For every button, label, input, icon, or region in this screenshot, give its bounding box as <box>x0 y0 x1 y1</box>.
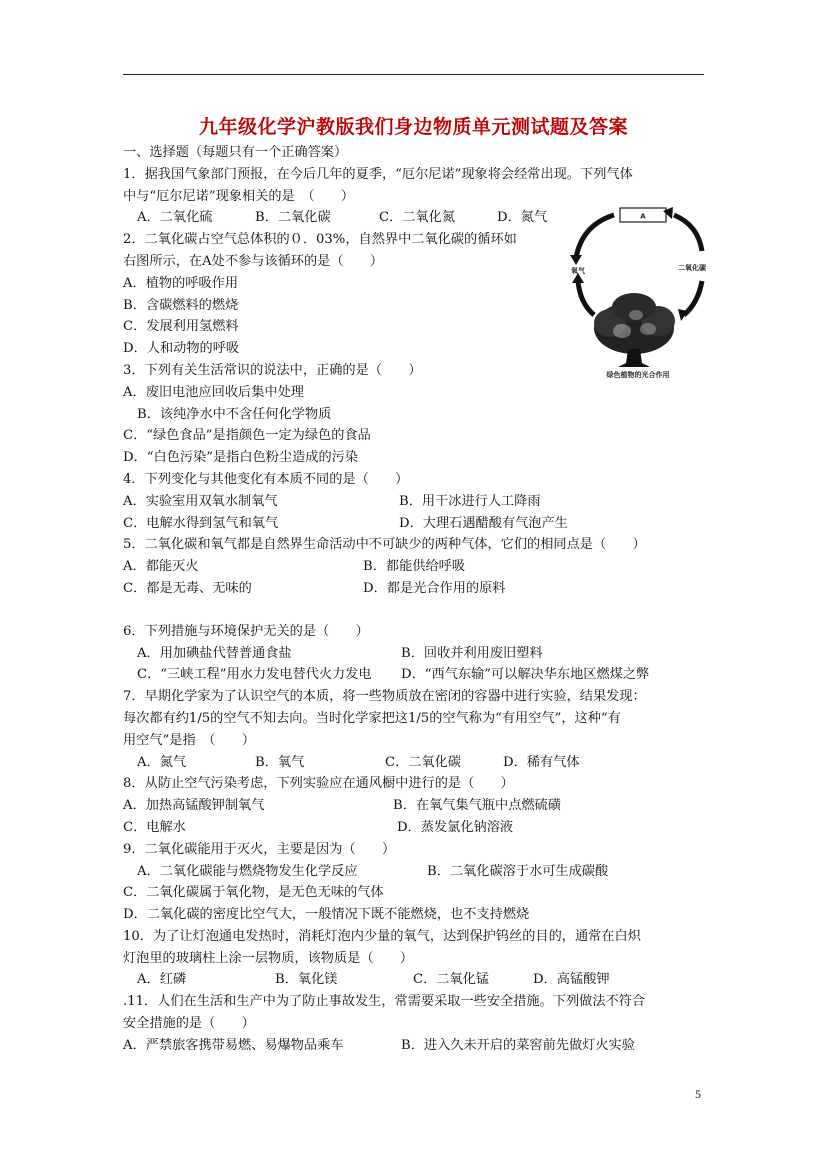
q1-option-c: C．二氧化氮 <box>379 210 456 226</box>
question-10: 10．为了让灯泡通电发热时，消耗灯泡内少量的氧气，达到保护钨丝的目的，通常在白炽 灯泡里的玻璃柱上涂一层物质，该物质是（ ） A．红磷 B．氧化镁 C．二氧化锰 D．高锰酸钾 <box>123 926 713 991</box>
q8-option-b: B．在氧气集气瓶中点燃硫磺 <box>393 798 561 814</box>
q2-option-d: D．人和动物的呼吸 <box>123 341 240 357</box>
question-9: 9．二氧化碳能用于灭火，主要是因为（ ） A．二氧化碳能与燃烧物发生化学反应 B．二氧化碳溶于水可生成碳酸 C．二氧化碳属于氧化物，是无色无味的气体 D．二氧化碳的密度比空气大，一般情况下既不能燃烧，也不支持燃烧 <box>123 839 713 926</box>
q6-option-d: D．“西气东输”可以解决华东地区燃煤之弊 <box>401 667 650 683</box>
q7-option-a: A．氮气 <box>137 754 187 770</box>
page-number: 5 <box>695 1087 701 1101</box>
q9-option-a: A．二氧化碳能与燃烧物发生化学反应 <box>137 863 358 879</box>
question-8: 8．从防止空气污染考虑，下列实验应在通风橱中进行的是（ ） A．加热高锰酸钾制氧气 B．在氧气集气瓶中点燃硫磺 C．电解水 D．蒸发氯化钠溶液 <box>123 773 713 838</box>
q3-option-a: A．废旧电池应回收后集中处理 <box>123 384 304 400</box>
q3-option-b: B．该纯净水中不含任何化学物质 <box>137 406 332 422</box>
figure-caption: 绿色植物的光合作用 <box>606 371 670 379</box>
q3-option-d: D．“白色污染”是指白色粉尘造成的污染 <box>123 450 359 466</box>
q4-option-d: D．大理石遇醋酸有气泡产生 <box>399 515 568 531</box>
q3-option-c: C．“绿色食品”是指颜色一定为绿色的食品 <box>123 428 371 444</box>
question-7: 7．早期化学家为了认识空气的本质，将一些物质放在密闭的容器中进行实验，结果发现： 每次都有约1/5的空气不知去向。当时化学家把这1/5的空气称为“有用空气”，这种“有 用空气”是指 （ ） A．氮气 B．氧气 C．二氧化碳 D．稀有气体 <box>123 686 713 773</box>
question-4: 4．下列变化与其他变化有本质不同的是（ ） A．实验室用双氧水制氧气 B．用干冰进行人工降雨 C．电解水得到氢气和氧气 D．大理石遇醋酸有气泡产生 <box>123 469 713 534</box>
q4-option-a: A．实验室用双氧水制氧气 <box>123 493 278 509</box>
q7-option-b: B．氧气 <box>255 754 305 770</box>
q6-option-a: A．用加碘盐代替普通食盐 <box>137 645 292 661</box>
q10-option-c: C．二氧化锰 <box>413 972 490 988</box>
q1-option-d: D．氮气 <box>497 210 548 226</box>
q11-option-a: A．严禁旅客携带易燃、易爆物品乘车 <box>123 1037 344 1053</box>
section-heading: 一、选择题（每题只有一个正确答案） <box>123 145 348 160</box>
oxygen-label: 氧气 <box>571 267 585 275</box>
question-2: 2．二氧化碳占空气总体积的０．03%，自然界中二氧化碳的循环如 右图所示，在A处不参与该循环的是（ ） A．植物的呼吸作用 B．含碳燃料的燃烧 C．发展利用氢燃料 D．人和动物的呼吸 <box>123 229 713 360</box>
q6-option-c: C．“三峡工程”用水力发电替代火力发电 <box>137 667 372 683</box>
q11-option-b: B．进入久未开启的菜窖前先做灯火实验 <box>401 1037 635 1053</box>
q9-option-d: D．二氧化碳的密度比空气大，一般情况下既不能燃烧，也不支持燃烧 <box>123 907 530 923</box>
q7-option-d: D．稀有气体 <box>503 754 580 770</box>
q5-option-a: A．都能灭火 <box>123 559 199 575</box>
q1-option-b: B．二氧化碳 <box>255 210 331 226</box>
question-1: 1．据我国气象部门预报，在今后几年的夏季，“厄尔尼诺”现象将会经常出现。下列气体 中与“厄尔尼诺”现象相关的是 （ ） A．二氧化硫 B．二氧化碳 C．二氧化氮 D．氮气 <box>123 164 713 229</box>
carbon-dioxide-label: 二氧化碳 <box>678 264 706 272</box>
question-6: 6．下列措施与环境保护无关的是（ ） A．用加碘盐代替普通食盐 B．回收并利用废旧塑料 C．“三峡工程”用水力发电替代火力发电 D．“西气东输”可以解决华东地区燃煤之弊 <box>123 621 713 686</box>
question-5: 5．二氧化碳和氧气都是自然界生命活动中不可缺少的两种气体，它们的相同点是（ ） A．都能灭火 B．都能供给呼吸 C．都是无毒、无味的 D．都是光合作用的原料 <box>123 534 713 599</box>
q10-option-d: D．高锰酸钾 <box>533 972 610 988</box>
q9-option-b: B．二氧化碳溶于水可生成碳酸 <box>427 863 609 879</box>
q5-option-c: C．都是无毒、无味的 <box>123 580 252 596</box>
q1-option-a: A．二氧化硫 <box>137 210 213 226</box>
q8-option-c: C．电解水 <box>123 819 186 835</box>
question-content <box>123 142 713 1057</box>
question-3: 3．下列有关生活常识的说法中，正确的是（ ） A．废旧电池应回收后集中处理 B．该纯净水中不含任何化学物质 C．“绿色食品”是指颜色一定为绿色的食品 D．“白色污染”是指白色粉尘造成的污染 <box>123 360 713 469</box>
q5-option-b: B．都能供给呼吸 <box>363 559 466 575</box>
q10-option-b: B．氧化镁 <box>275 972 338 988</box>
document-title: 九年级化学沪教版我们身边物质单元测试题及答案 <box>198 116 628 138</box>
q2-option-c: C．发展利用氢燃料 <box>123 319 239 335</box>
q4-option-c: C．电解水得到氢气和氧气 <box>123 515 279 531</box>
q8-option-a: A．加热高锰酸钾制氧气 <box>123 798 265 814</box>
q2-option-b: B．含碳燃料的燃烧 <box>123 297 239 313</box>
q5-option-d: D．都是光合作用的原料 <box>363 580 506 596</box>
question-11: .11．人们在生活和生产中为了防止事故发生，常需要采取一些安全措施。下列做法不符合 安全措施的是（ ） A．严禁旅客携带易燃、易爆物品乘车 B．进入久未开启的菜窖前先做灯火实验 <box>123 991 713 1056</box>
q10-option-a: A．红磷 <box>137 972 187 988</box>
q9-option-c: C．二氧化碳属于氧化物，是无色无味的气体 <box>123 885 384 901</box>
q2-option-a: A．植物的呼吸作用 <box>123 275 239 291</box>
box-a-label: A <box>640 212 646 221</box>
q7-option-c: C．二氧化碳 <box>385 754 462 770</box>
q8-option-d: D．蒸发氯化钠溶液 <box>397 819 514 835</box>
q4-option-b: B．用干冰进行人工降雨 <box>399 493 541 509</box>
header-rule <box>123 74 704 75</box>
q6-option-b: B．回收并利用废旧塑料 <box>401 645 543 661</box>
